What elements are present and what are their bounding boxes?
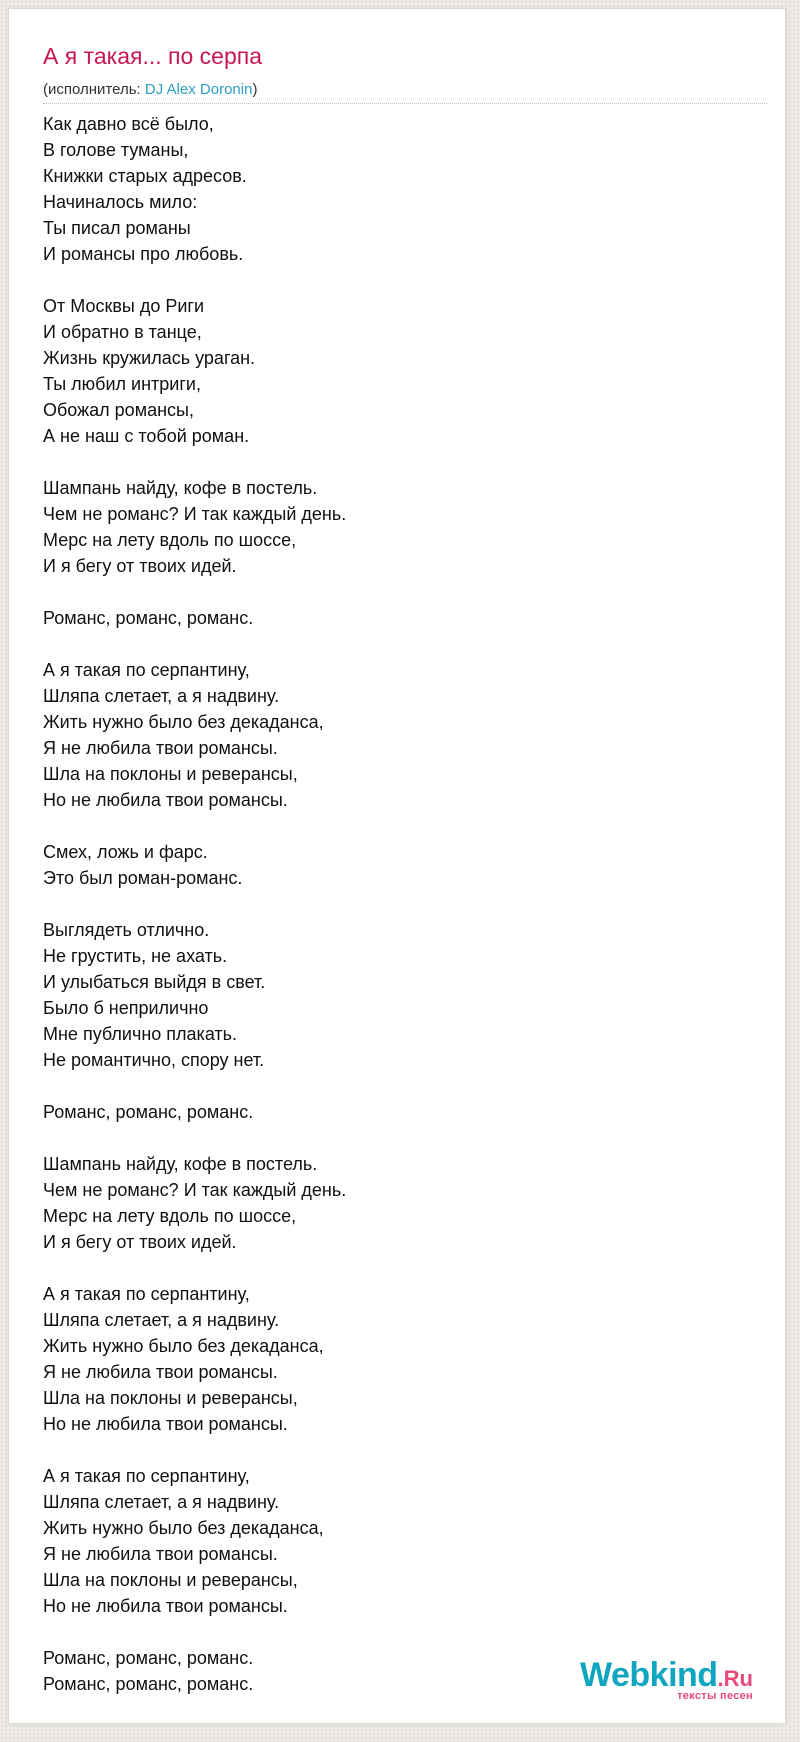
lyric-line: Смех, ложь и фарс. [43, 842, 208, 862]
lyric-line: Шляпа слетает, а я надвину. [43, 1492, 280, 1512]
stanza-gap [43, 631, 763, 657]
lyric-line: Не грустить, не ахать. [43, 946, 228, 966]
lyric-line: Жить нужно было без декаданса, [43, 1518, 324, 1538]
lyric-line: Мерс на лету вдоль по шоссе, [43, 1206, 297, 1226]
lyric-line: И романсы про любовь. [43, 244, 244, 264]
lyric-line: Обожал романсы, [43, 400, 194, 420]
lyric-line: Шампань найду, кофе в постель. [43, 478, 318, 498]
lyric-line: А я такая по серпантину, [43, 1284, 250, 1304]
lyric-line: Это был роман-романс. [43, 868, 243, 888]
lyric-line: В голове туманы, [43, 140, 189, 160]
artist-prefix: (исполнитель: [43, 81, 145, 98]
lyric-line: Жизнь кружилась ураган. [43, 348, 256, 368]
lyric-line: Начиналось мило: [43, 192, 198, 212]
lyric-line: Ты любил интриги, [43, 374, 201, 394]
stanza-gap [43, 891, 763, 917]
lyric-line: Шляпа слетает, а я надвину. [43, 1310, 280, 1330]
lyric-line: Романс, романс, романс. [43, 608, 254, 628]
stanza-gap [43, 1125, 763, 1151]
logo-tagline: тексты песен [677, 1690, 753, 1702]
lyric-line: Мерс на лету вдоль по шоссе, [43, 530, 297, 550]
lyric-line: Я не любила твои романсы. [43, 738, 278, 758]
artist-line [43, 81, 257, 98]
stanza-gap [43, 579, 763, 605]
lyric-line: Мне публично плакать. [43, 1024, 238, 1044]
lyric-line: Чем не романс? И так каждый день. [43, 1180, 347, 1200]
stanza-gap [43, 1619, 763, 1645]
lyric-line: Романс, романс, романс. [43, 1102, 254, 1122]
lyric-line: Я не любила твои романсы. [43, 1362, 278, 1382]
lyric-line: Шла на поклоны и реверансы, [43, 764, 298, 784]
lyric-line: Ты писал романы [43, 218, 191, 238]
lyric-line: И я бегу от твоих идей. [43, 556, 237, 576]
lyric-line: Жить нужно было без декаданса, [43, 1336, 324, 1356]
lyric-line: Не романтично, спору нет. [43, 1050, 265, 1070]
lyric-line: А я такая по серпантину, [43, 660, 250, 680]
lyric-line: И обратно в танце, [43, 322, 202, 342]
lyric-line: Шляпа слетает, а я надвину. [43, 686, 280, 706]
lyric-line: И улыбаться выйдя в свет. [43, 972, 266, 992]
stanza-gap [43, 1073, 763, 1099]
lyrics-text [43, 111, 763, 1697]
stanza-gap [43, 813, 763, 839]
lyric-line: Шла на поклоны и реверансы, [43, 1570, 298, 1590]
lyric-line: Романс, романс, романс. [43, 1648, 254, 1668]
logo-brand: Webkind [580, 1656, 718, 1694]
lyric-line: Я не любила твои романсы. [43, 1544, 278, 1564]
lyric-line: От Москвы до Риги [43, 296, 205, 316]
stanza-gap [43, 1437, 763, 1463]
lyric-line: Но не любила твои романсы. [43, 1596, 288, 1616]
lyrics-card [8, 8, 786, 1724]
lyric-line: Книжки старых адресов. [43, 166, 247, 186]
song-title: А я такая... по серпа [43, 43, 262, 69]
stanza-gap [43, 1255, 763, 1281]
lyric-line: Но не любила твои романсы. [43, 1414, 288, 1434]
artist-link[interactable]: DJ Alex Doronin [144, 81, 253, 98]
lyric-line: И я бегу от твоих идей. [43, 1232, 237, 1252]
lyric-line: А я такая по серпантину, [43, 1466, 250, 1486]
lyric-line: Но не любила твои романсы. [43, 790, 288, 810]
lyric-line: Выглядеть отлично. [43, 920, 210, 940]
lyric-line: Жить нужно было без декаданса, [43, 712, 324, 732]
artist-suffix: ) [252, 81, 258, 98]
lyric-line: А не наш с тобой роман. [43, 426, 250, 446]
lyric-line: Шампань найду, кофе в постель. [43, 1154, 318, 1174]
stanza-gap [43, 449, 763, 475]
title-divider [43, 103, 767, 104]
lyric-line: Было б неприлично [43, 998, 209, 1018]
lyric-line: Шла на поклоны и реверансы, [43, 1388, 298, 1408]
site-logo[interactable] [580, 1656, 753, 1702]
lyric-line: Романс, романс, романс. [43, 1674, 254, 1694]
lyric-line: Как давно всё было, [43, 114, 214, 134]
logo-tld: .Ru [717, 1666, 753, 1691]
stanza-gap [43, 267, 763, 293]
lyric-line: Чем не романс? И так каждый день. [43, 504, 347, 524]
